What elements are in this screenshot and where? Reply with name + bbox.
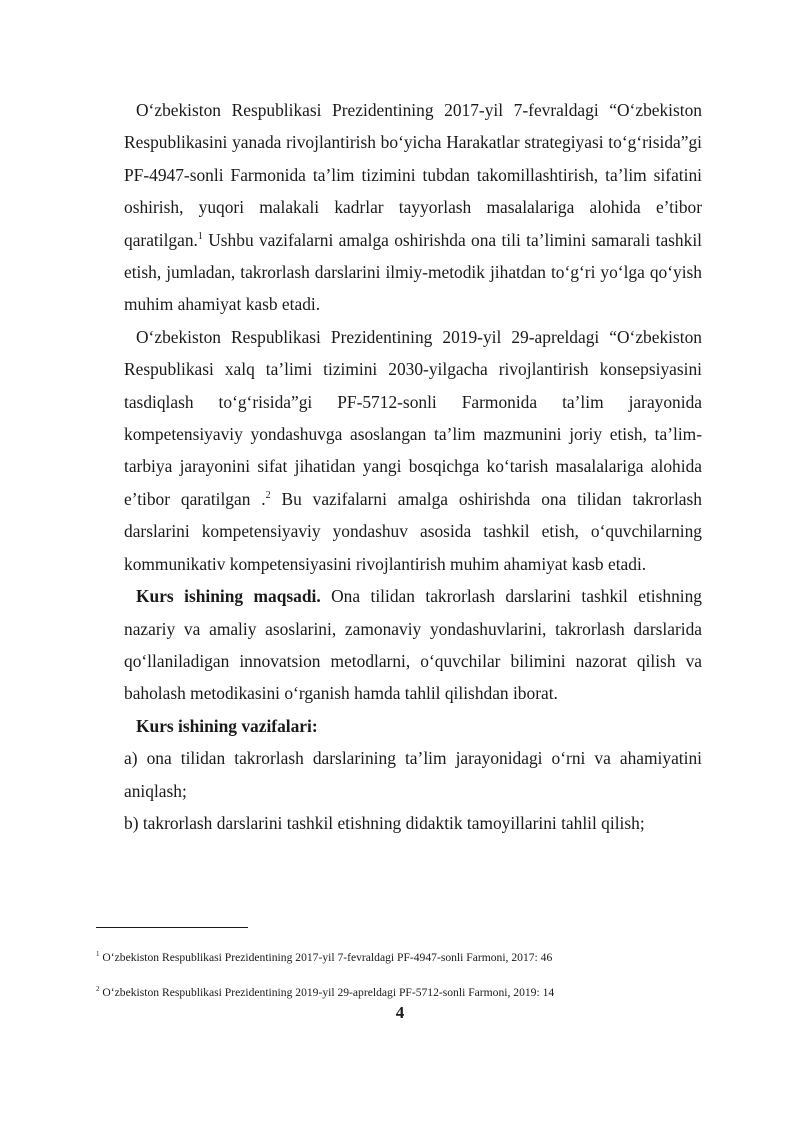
paragraph-text: Bu vazifalarni amalga oshirishda ona tilidan takrorlash darslarini kompetensiyaviy yondashuv asosida tashkil etish, o‘quvchilarning kommunikativ kompetensiyasini rivojlantirish muhim ahamiyat kasb etadi.	[124, 488, 702, 574]
goal-text: Ona tilidan takrorlash darslarini tashkil etishning nazariy va amaliy asoslarini, zamonaviy yondashuvlarini, takrorlash darslarida qo‘llaniladigan innovatsion metodlarni, o‘quvchilar bilimini nazorat qilish va baholash metodikasini o‘rganish hamda tahlil qilishdan iborat.	[124, 586, 702, 704]
page-number: 4	[395, 1003, 405, 1022]
footnote-text: O‘zbekiston Respublikasi Prezidentining 2019-yil 29-apreldagi PF-5712-sonli Farmoni, 2019: 14	[99, 986, 555, 999]
footnote	[96, 986, 554, 1000]
paragraph-text: O‘zbekiston Respublikasi Prezidentining 2017-yil 7-fevraldagi “O‘zbekiston Respublikasini yanada rivojlantirish bo‘yicha Harakatlar strategiyasi to‘g‘risida”gi PF-4947-sonli Farmonida ta’lim tizimini tubdan takomillashtirish, ta’lim sifatini oshirish, yuqori malakali kadrlar tayyorlash masalalariga alohida e’tibor qaratilgan.	[124, 100, 702, 250]
footnote-number: 1	[96, 950, 100, 959]
footnote-reference[interactable]: 2	[265, 490, 271, 502]
body-text	[124, 94, 702, 839]
paragraph-text: O‘zbekiston Respublikasi Prezidentining 2019-yil 29-apreldagi “O‘zbekiston Respublikasi xalq ta’limi tizimini 2030-yilgacha rivojlantirish konsepsiyasini tasdiqlash to‘g‘risida”gi PF-5712-sonli Farmonida ta’lim jarayonida kompetensiyaviy yondashuvga asoslangan ta’lim mazmunini joriy etish, ta’lim-tarbiya jarayonini sifat jihatidan yangi bosqichga ko‘tarish masalalariga alohida e’tibor qaratilgan .	[124, 326, 702, 509]
footnote-number: 2	[96, 985, 100, 994]
footnote-separator	[96, 927, 248, 928]
paragraph-decree-2019	[124, 321, 702, 580]
goal-heading: Kurs ishining maqsadi.	[136, 586, 321, 607]
task-item: a) ona tilidan takrorlash darslarining ta’lim jarayonidagi o‘rni va ahamiyatini aniqlash;	[124, 748, 702, 801]
footnote	[96, 951, 552, 965]
footnote-text: O‘zbekiston Respublikasi Prezidentining 2017-yil 7-fevraldagi PF-4947-sonli Farmoni, 2017: 46	[99, 951, 553, 964]
paragraph-text: Ushbu vazifalarni amalga oshirishda ona tili ta’limini samarali tashkil etish, jumladan, takrorlash darslarini ilmiy-metodik jihatdan to‘g‘ri yo‘lga qo‘yish muhim ahamiyat kasb etadi.	[124, 229, 702, 315]
task-item: b) takrorlash darslarini tashkil etishning didaktik tamoyillarini tahlil qilish;	[124, 812, 645, 833]
footnote-reference[interactable]: 1	[197, 230, 203, 242]
tasks-heading: Kurs ishining vazifalari:	[136, 715, 318, 736]
tasks-heading-paragraph	[124, 710, 702, 742]
paragraph-decree-2017	[124, 94, 702, 321]
paragraph-course-goal	[124, 580, 702, 710]
